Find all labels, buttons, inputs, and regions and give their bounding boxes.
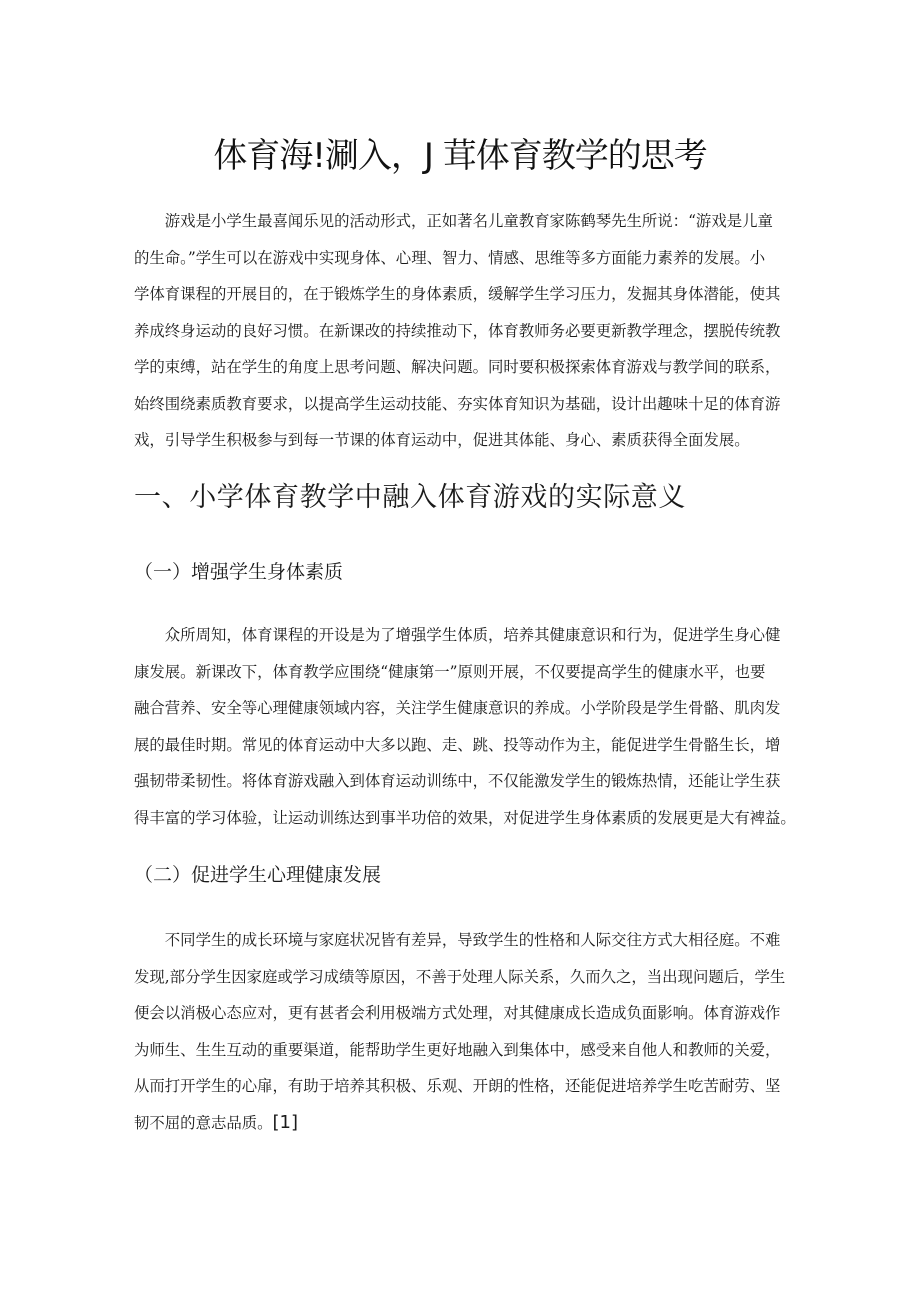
text-line: 康发展。新课改下，体育教学应围绕“健康第一”原则开展，不仅要提高学生的健康水平，也要 bbox=[134, 662, 766, 681]
text-line: 融合营养、安全等心理健康领域内容，关注学生健康意识的养成。小学阶段是学生骨骼、肌肉发 bbox=[134, 699, 781, 717]
text-line: 众所周知，体育课程的开设是为了增强学生体质，培养其健康意识和行为，促进学生身心健 bbox=[134, 626, 781, 644]
text-line: 从而打开学生的心扉，有助于培养其积极、乐观、开朗的性格，还能促进培养学生吃苦耐劳、坚 bbox=[134, 1077, 781, 1095]
section-heading: 一、小学体育教学中融入体育游戏的实际意义 bbox=[134, 482, 686, 513]
citation-marker: [1] bbox=[272, 1111, 299, 1133]
text-line: 强韧带柔韧性。将体育游戏融入到体育运动训练中，不仅能激发学生的锻炼热情，还能让学生获 bbox=[134, 772, 781, 790]
text-line: 学体育课程的开展目的，在于锻炼学生的身体素质，缓解学生学习压力，发掘其身体潜能，使其 bbox=[134, 285, 781, 303]
body-paragraph bbox=[134, 617, 794, 836]
text-line: 展的最佳时期。常见的体育运动中大多以跑、走、跳、投等动作为主，能促进学生骨骼生长，增 bbox=[134, 735, 781, 754]
text-line: 便会以消极心态应对，更有甚者会利用极端方式处理，对其健康成长造成负面影响。体育游戏作 bbox=[134, 1004, 781, 1022]
subsection-heading: （一）增强学生身体素质 bbox=[134, 561, 344, 583]
text-line bbox=[134, 1105, 794, 1142]
text-line: 发现,部分学生因家庭或学习成绩等原因，不善于处理人际关系，久而久之，当出现问题后，学生 bbox=[134, 967, 786, 986]
text-segment: 韧不屈的意志品质。 bbox=[134, 1113, 273, 1132]
text-line: 为师生、生生互动的重要渠道，能帮助学生更好地融入到集体中，感受来自他人和教师的关爱， bbox=[134, 1040, 781, 1059]
document-title: 体育海!涮入，J 茸体育教学的思考 bbox=[213, 136, 707, 176]
subsection-heading: （二）促进学生心理健康发展 bbox=[134, 864, 382, 886]
text-line: 养成终身运动的良好习惯。在新课改的持续推动下，体育教师务必要更新教学理念，摆脱传统教 bbox=[134, 321, 781, 340]
text-line: 得丰富的学习体验，让运动训练达到事半功倍的效果，对促进学生身体素质的发展更是大有裨益。 bbox=[134, 808, 796, 827]
text-line: 不同学生的成长环境与家庭状况皆有差异，导致学生的性格和人际交往方式大相径庭。不难 bbox=[134, 931, 781, 949]
intro-paragraph bbox=[134, 203, 794, 459]
text-line: 的生命。”学生可以在游戏中实现身体、心理、智力、情感、思维等多方面能力素养的发展。小 bbox=[134, 248, 766, 267]
text-line: 始终围绕素质教育要求，以提高学生运动技能、夯实体育知识为基础，设计出趣味十足的体育游 bbox=[134, 394, 781, 413]
text-line: 学的束缚，站在学生的角度上思考问题、解决问题。同时要积极探索体育游戏与教学间的联系， bbox=[134, 358, 781, 376]
body-paragraph bbox=[134, 922, 794, 1141]
text-line: 戏，引导学生积极参与到每一节课的体育运动中，促进其体能、身心、素质获得全面发展。 bbox=[134, 431, 750, 449]
text-line: 游戏是小学生最喜闻乐见的活动形式，正如著名儿童教育家陈鹤琴先生所说：“游戏是儿童 bbox=[134, 212, 773, 230]
